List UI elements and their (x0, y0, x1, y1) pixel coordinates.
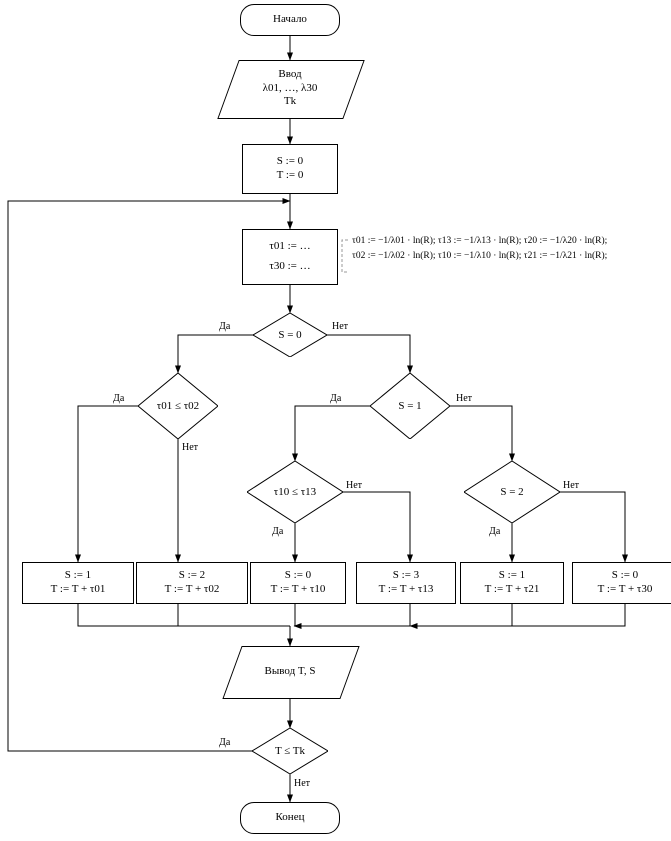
node-op-5 (460, 562, 564, 604)
node-op-1-line2: T := T + τ01 (50, 583, 106, 595)
node-decision-s0 (253, 313, 327, 357)
node-decision-t01-t02 (138, 373, 218, 439)
edge-label-t10t13-no: Нет (346, 480, 363, 491)
node-op-3-line1: S := 0 (284, 569, 312, 582)
node-init-line1: S := 0 (276, 155, 304, 168)
node-decision-t01-t02-label: τ01 ≤ τ02 (156, 400, 200, 412)
node-op-3 (250, 562, 346, 604)
node-decision-s1-label: S = 1 (398, 400, 422, 412)
node-tau-calc (242, 229, 338, 285)
node-op-6-line1: S := 0 (611, 569, 639, 582)
node-op-2 (136, 562, 248, 604)
formula-note (352, 234, 607, 263)
formula-note-line2: τ02 := −1/λ02 · ln(R); τ10 := −1/λ10 · ln(R); τ21 := −1/λ21 · ln(R); (352, 250, 608, 261)
node-decision-time-label: T ≤ Tk (274, 745, 306, 757)
edge-label-time-yes: Да (219, 737, 231, 748)
node-decision-s0-label: S = 0 (278, 329, 302, 341)
edge-label-s1-no: Нет (456, 393, 473, 404)
node-op-4-line2: T := T + τ13 (378, 583, 434, 595)
node-tau-calc-line2: τ30 := … (269, 260, 311, 272)
edge-label-time-no: Нет (294, 778, 311, 789)
formula-note-line1: τ01 := −1/λ01 · ln(R); τ13 := −1/λ13 · ln(R); τ20 := −1/λ20 · ln(R); (352, 236, 608, 246)
node-op-6-line2: T := T + τ30 (597, 583, 653, 595)
edge-label-s1-yes: Да (330, 393, 342, 404)
node-end-label: Конец (275, 811, 305, 824)
node-input (228, 60, 352, 117)
node-op-5-line1: S := 1 (498, 569, 526, 582)
node-init-line2: T := 0 (276, 169, 304, 181)
edge-label-s0-yes: Да (219, 321, 231, 332)
node-op-3-line2: T := T + τ10 (270, 583, 326, 595)
node-input-line3: Tk (283, 95, 297, 108)
edge-label-t01t02-no: Нет (182, 442, 199, 453)
node-input-line1: Ввод (278, 67, 302, 80)
edge-label-s0-no: Нет (332, 321, 349, 332)
node-tau-calc-line1: τ01 := … (269, 240, 311, 253)
node-op-4-line1: S := 3 (392, 569, 420, 582)
node-decision-s2 (464, 461, 560, 523)
node-op-2-line2: T := T + τ02 (164, 583, 220, 595)
node-op-2-line1: S := 2 (178, 569, 206, 582)
node-output (232, 646, 348, 697)
node-op-6 (572, 562, 671, 604)
node-output-label: Вывод T, S (264, 664, 316, 677)
node-decision-s1 (370, 373, 450, 439)
edge-label-t10t13-yes: Да (272, 526, 284, 537)
node-start-label: Начало (273, 13, 307, 26)
node-op-1 (22, 562, 134, 604)
node-decision-t10-t13-label: τ10 ≤ τ13 (273, 486, 317, 498)
edge-label-s2-yes: Да (489, 526, 501, 537)
edge-label-s2-no: Нет (563, 480, 580, 491)
node-op-5-line2: T := T + τ21 (484, 583, 540, 595)
node-end (240, 802, 340, 834)
node-decision-t10-t13 (247, 461, 343, 523)
node-decision-s2-label: S = 2 (500, 486, 524, 498)
node-init (242, 144, 338, 194)
node-decision-time (252, 728, 328, 774)
node-start (240, 4, 340, 36)
node-op-4 (356, 562, 456, 604)
node-input-line2: λ01, …, λ30 (262, 81, 318, 94)
node-input-label (228, 60, 352, 117)
node-op-1-line1: S := 1 (64, 569, 92, 582)
edge-label-t01t02-yes: Да (113, 393, 125, 404)
